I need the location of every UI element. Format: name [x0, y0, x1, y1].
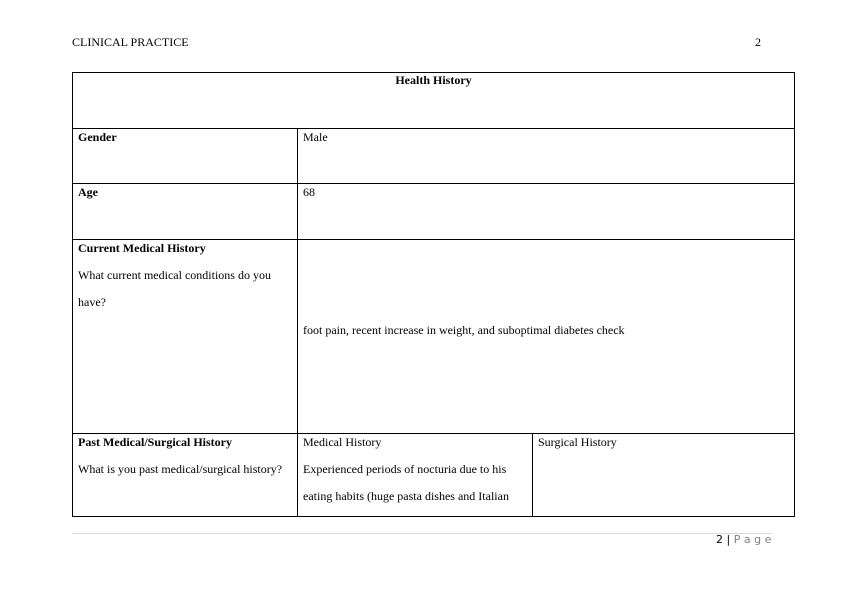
table-title-cell [72, 72, 795, 129]
surgical-history-header: Surgical History [538, 435, 617, 449]
current-value: foot pain, recent increase in weight, and suboptimal diabetes check [303, 323, 625, 337]
age-value: 68 [303, 185, 315, 199]
footer-page-label: P a g e [733, 533, 772, 546]
current-label: Current Medical History [78, 241, 206, 255]
age-value-cell [297, 183, 795, 240]
past-label-cell [72, 433, 298, 517]
gender-value: Male [303, 130, 328, 144]
header-page-number: 2 [755, 35, 761, 49]
current-value-cell [297, 239, 795, 434]
running-head: CLINICAL PRACTICE [72, 35, 189, 49]
past-label: Past Medical/Surgical History [78, 435, 232, 449]
medical-history-line-1: Experienced periods of nocturia due to his [303, 462, 507, 476]
surgical-history-cell [532, 433, 795, 517]
gender-label-cell [72, 128, 298, 184]
gender-value-cell [297, 128, 795, 184]
past-question: What is you past medical/surgical history? [78, 462, 283, 476]
current-question-2: have? [78, 295, 106, 309]
medical-history-cell [297, 433, 533, 517]
footer-page [716, 533, 771, 546]
current-question-1: What current medical conditions do you [78, 268, 271, 282]
age-label-cell [72, 183, 298, 240]
age-label: Age [78, 185, 98, 199]
current-label-cell [72, 239, 298, 434]
footer-divider [72, 533, 772, 534]
medical-history-header: Medical History [303, 435, 382, 449]
gender-label: Gender [78, 130, 117, 144]
footer-separator: | [726, 533, 731, 546]
footer-page-number: 2 [716, 533, 723, 546]
table-title: Health History [395, 73, 472, 87]
medical-history-line-2: eating habits (huge pasta dishes and Italian [303, 489, 509, 503]
